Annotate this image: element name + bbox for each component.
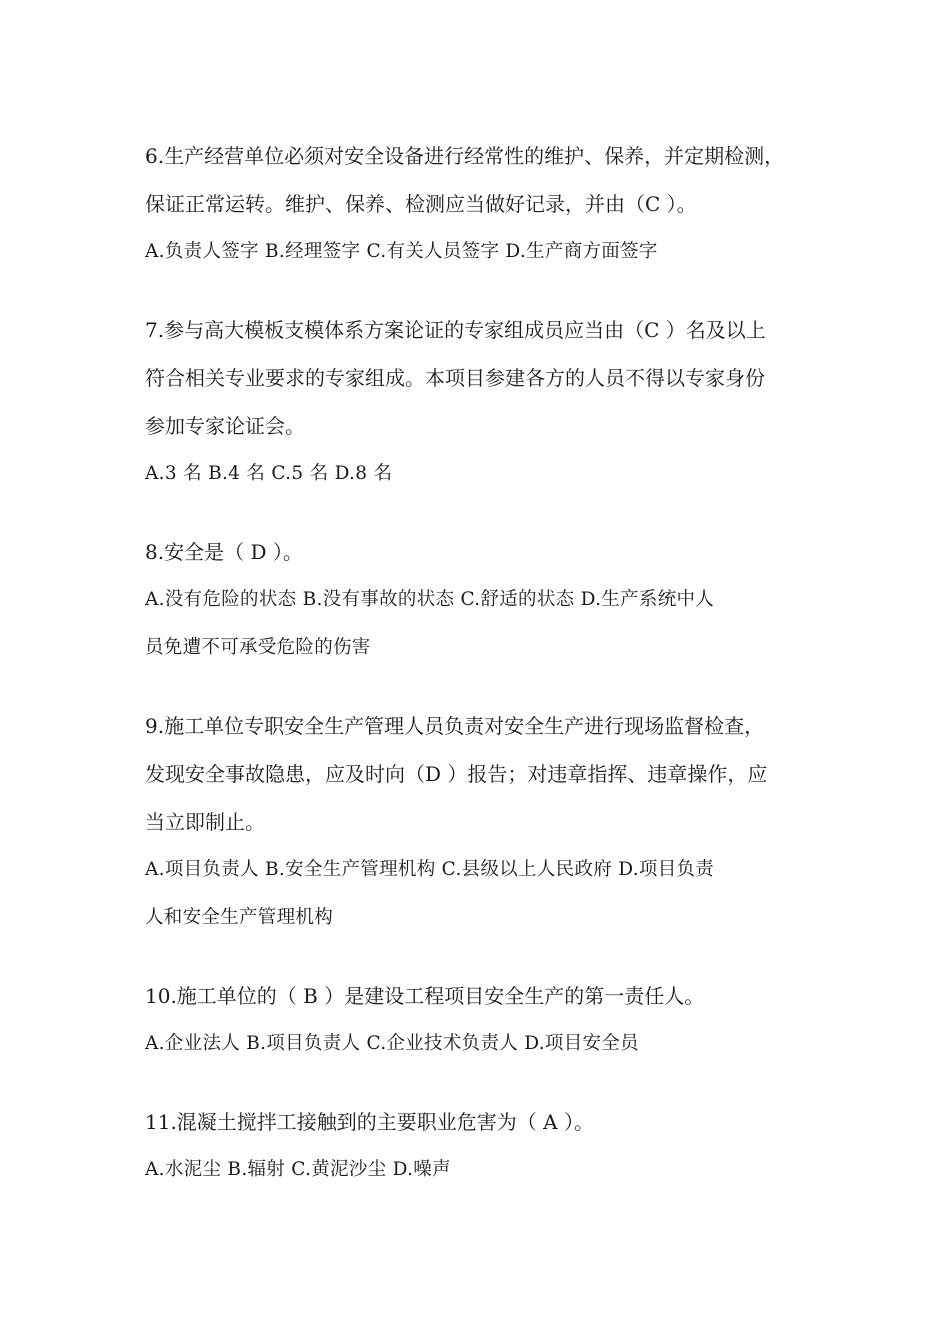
question-8 xyxy=(145,528,813,672)
answer-options-line: 人和安全生产管理机构 xyxy=(145,907,334,928)
question-spacer xyxy=(145,276,813,306)
answer-options-line: A.企业法人 B.项目负责人 C.企业技术负责人 D.项目安全员 xyxy=(145,1033,639,1054)
question-text-line: 符合相关专业要求的专家组成。本项目参建各方的人员不得以专家身份 xyxy=(145,366,765,390)
answer-options-line: 员免遭不可承受危险的伤害 xyxy=(145,637,371,658)
question-spacer xyxy=(145,672,813,702)
question-text-line: 6.生产经营单位必须对安全设备进行经常性的维护、保养，并定期检测， xyxy=(145,144,785,168)
document-page xyxy=(145,132,813,1194)
question-text-line: 参加专家论证会。 xyxy=(145,414,305,438)
question-text-line: 11.混凝土搅拌工接触到的主要职业危害为（ A ）。 xyxy=(145,1110,594,1134)
question-text-line: 10.施工单位的（ B ）是建设工程项目安全生产的第一责任人。 xyxy=(145,984,705,1008)
question-6 xyxy=(145,132,813,276)
question-9 xyxy=(145,702,813,942)
question-11 xyxy=(145,1098,813,1194)
question-text-line: 发现安全事故隐患，应及时向（D ）报告；对违章指挥、违章操作，应 xyxy=(145,762,768,786)
question-spacer xyxy=(145,1068,813,1098)
question-text-line: 9.施工单位专职安全生产管理人员负责对安全生产进行现场监督检查， xyxy=(145,714,765,738)
question-text-line: 保证正常运转。维护、保养、检测应当做好记录，并由（C ）。 xyxy=(145,192,697,216)
question-spacer xyxy=(145,942,813,972)
question-text-line: 当立即制止。 xyxy=(145,810,265,834)
question-spacer xyxy=(145,498,813,528)
answer-options-line: A.水泥尘 B.辐射 C.黄泥沙尘 D.噪声 xyxy=(145,1159,451,1180)
answer-options-line: A.项目负责人 B.安全生产管理机构 C.县级以上人民政府 D.项目负责 xyxy=(145,859,715,880)
answer-options-line: A.没有危险的状态 B.没有事故的状态 C.舒适的状态 D.生产系统中人 xyxy=(145,589,715,610)
question-7 xyxy=(145,306,813,498)
question-text-line: 8.安全是（ D ）。 xyxy=(145,540,303,564)
question-10 xyxy=(145,972,813,1068)
question-text-line: 7.参与高大模板支模体系方案论证的专家组成员应当由（C ）名及以上 xyxy=(145,318,766,342)
answer-options-line: A.3 名 B.4 名 C.5 名 D.8 名 xyxy=(145,463,393,484)
answer-options-line: A.负责人签字 B.经理签字 C.有关人员签字 D.生产商方面签字 xyxy=(145,241,658,262)
